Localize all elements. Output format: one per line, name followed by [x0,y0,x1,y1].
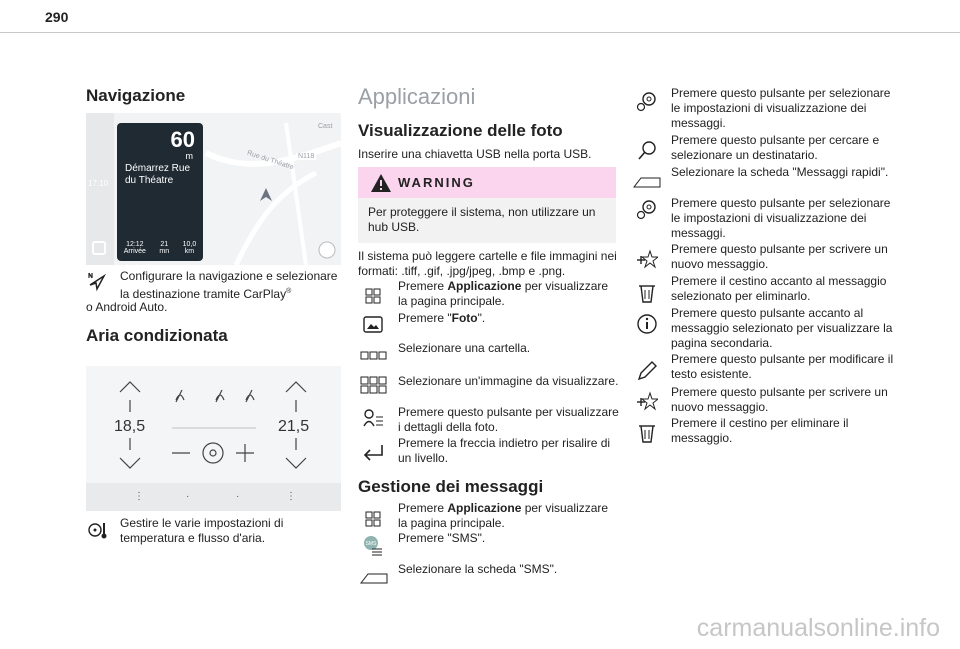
watermark: carmanualsonline.info [696,614,940,642]
image-grid-icon [360,374,388,396]
settings-gear-icon [636,90,658,112]
climate-description: Gestire le varie impostazioni di temperatura e flusso d'aria. [120,516,284,545]
right-text-2: Premere questo pulsante per cercare e selezionare un destinatario. [671,133,880,162]
photo-icon [362,313,384,335]
km-unit: km [184,248,195,255]
settings-gear-icon [636,198,658,220]
navigation-screen-image [86,113,341,265]
right-temperature: 21,5 [278,418,310,435]
select-sms-tab-text: Selezionare la scheda "SMS". [398,562,558,576]
climate-bottom-bar [86,483,341,511]
press-sms-text: Premere "SMS". [398,531,486,545]
km-value: 10,0 [182,241,197,248]
back-arrow-icon [362,441,384,463]
map-label: Rue du Théatre [246,149,295,172]
edit-pencil-icon [636,360,658,382]
trash-icon [636,422,658,444]
carplay-android-auto-icon [86,271,108,293]
map-label: Cast [318,123,333,130]
dot-icon: · [236,491,240,502]
photo-details-text: Premere questo pulsante per visualizzare i dettagli della foto. [398,405,619,434]
arrival-label: Arrivée [123,248,146,255]
air-conditioning-heading: Aria condizionata [86,326,228,345]
trip-summary [117,241,203,255]
message-management-heading: Gestione dei messaggi [358,477,544,496]
arrival-time: 12:12 [126,241,144,248]
right-text-1: Premere questo pulsante per selezionare le impostazioni di visualizzazione dei messaggi. [671,86,891,130]
header-divider [0,32,960,33]
navigation-description: Configurare la navigazione e selezionare la destinazione tramite CarPlay® [120,269,338,301]
new-message-star-icon [636,391,658,413]
app-grid-icon [362,508,384,530]
photo-details-icon [362,408,384,430]
street-name: Démarrez Rue du Théatre [125,163,191,186]
select-folder-text: Selezionare una cartella. [398,341,531,355]
fan-thermometer-icon [86,519,108,541]
home-icon [92,241,106,255]
navigation-description-2: o Android Auto. [86,300,168,314]
warning-triangle-icon [370,173,392,193]
tab-icon [633,169,661,191]
tab-icon [360,565,388,587]
right-text-6: Premere il cestino accanto al messaggio selezionato per eliminarlo. [671,274,887,303]
sms-icon [362,534,384,556]
climate-screen-image [86,366,341,511]
applications-heading: Applicazioni [358,84,476,109]
navigation-heading: Navigazione [86,86,186,105]
right-text-7: Premere questo pulsante accanto al messaggio selezionato per visualizzare la pagina secondaria. [671,306,893,350]
search-icon [636,139,658,161]
map-label: N118 [298,153,315,160]
back-text: Premere la freccia indietro per risalire di un livello. [398,436,611,465]
trash-icon [636,282,658,304]
msg-press-applications-text: Premere Applicazione per visualizzare la pagina principale. [398,501,609,530]
page-number: 290 [45,9,69,25]
folder-grid-icon [360,345,388,367]
right-text-9: Premere questo pulsante per scrivere un nuovo messaggio. [671,385,888,414]
svg-text:SMS: SMS [365,541,377,547]
right-text-8: Premere questo pulsante per modificare il testo esistente. [671,352,894,381]
warning-title: WARNING [398,175,475,190]
warning-box [358,167,616,243]
photo-viewing-heading: Visualizzazione delle foto [358,121,563,140]
right-text-3: Selezionare la scheda "Messaggi rapidi". [671,165,889,179]
warning-text: Per proteggere il sistema, non utilizzare un hub USB. [368,205,596,234]
usb-instruction: Inserire una chiavetta USB nella porta USB. [358,147,592,161]
select-image-text: Selezionare un'immagine da visualizzare. [398,374,619,388]
minutes-value: 21 [160,241,169,248]
press-photo-text: Premere "Foto". [398,311,486,325]
new-message-star-icon [636,249,658,271]
menu-dots-icon: ⋮ [134,491,144,502]
clock: 17:10 [88,179,109,188]
distance-value: 60 [170,127,195,152]
press-applications-text: Premere Applicazione per visualizzare la pagina principale. [398,279,609,308]
supported-formats: Il sistema può leggere cartelle e file immagini nei formati: .tiff, .gif, .jpg/jpeg, .bmp e .png. [358,249,617,278]
info-icon [636,313,658,335]
nav-sidebar [86,113,114,265]
warning-header [358,167,616,198]
right-text-5: Premere questo pulsante per scrivere un nuovo messaggio. [671,242,888,271]
turn-instruction-card [117,123,203,261]
app-grid-icon [362,285,384,307]
right-text-10: Premere il cestino per eliminare il messaggio. [671,416,849,445]
distance-unit: m [185,151,193,161]
left-temperature: 18,5 [114,418,146,435]
minutes-unit: mn [159,248,170,255]
menu-dots-icon: ⋮ [286,491,296,502]
dot-icon: · [186,491,190,502]
right-text-4: Premere questo pulsante per selezionare le impostazioni di visualizzazione dei messaggi. [671,196,891,240]
